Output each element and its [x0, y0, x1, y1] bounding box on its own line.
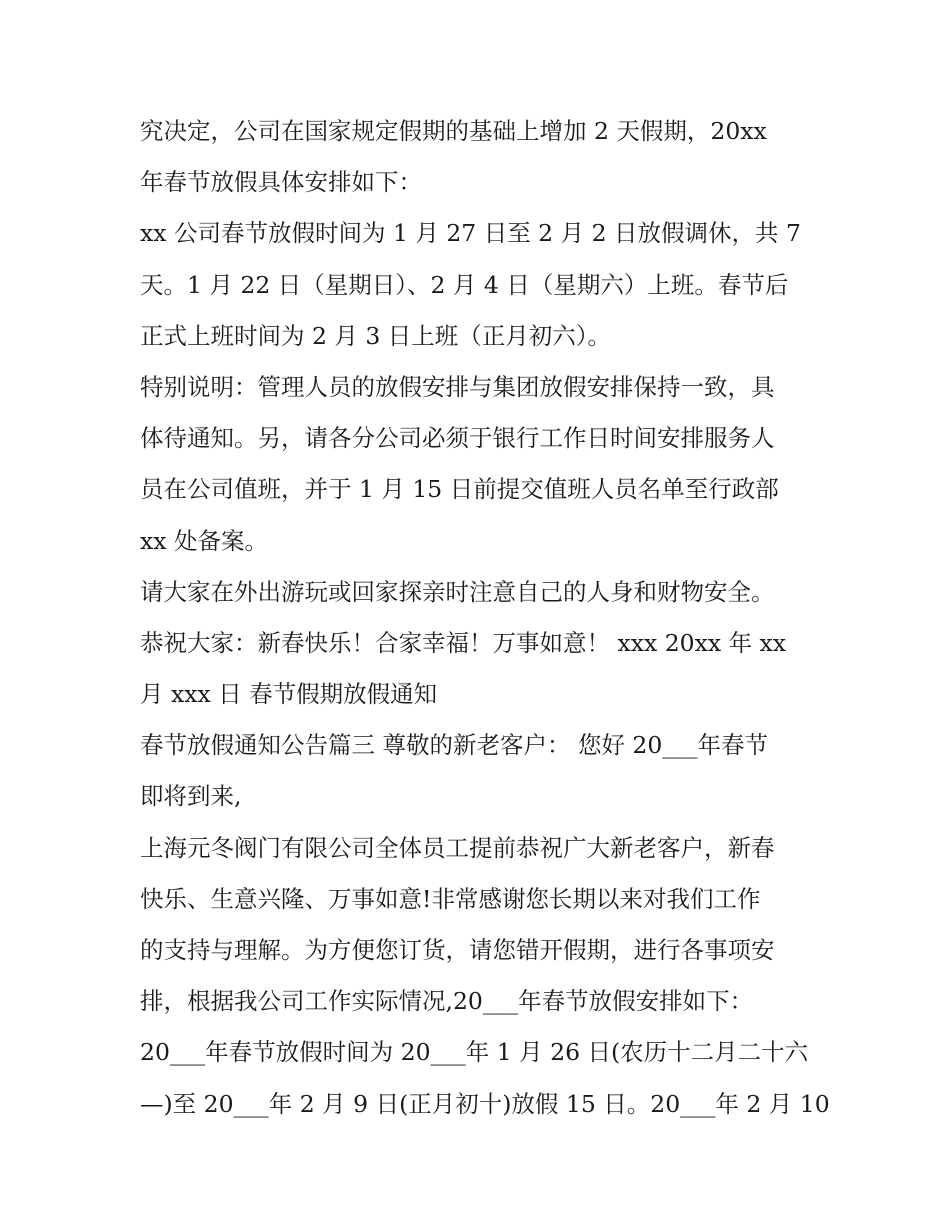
text-line-8: 员在公司值班，并于 1 月 15 日前提交值班人员名单至行政部 [140, 475, 779, 504]
text-line-10: 请大家在外出游玩或回家探亲时注意自己的人身和财物安全。 [140, 577, 775, 606]
text-line-11: 恭祝大家：新春快乐！合家幸福！万事如意！ xxx 20xx 年 xx [140, 628, 787, 657]
text-line-13: 春节放假通知公告篇三 尊敬的新老客户： 您好 20___年春节 [140, 731, 769, 760]
text-line-15: 上海元冬阀门有限公司全体员工提前恭祝广大新老客户，新春 [140, 833, 775, 862]
text-line-19: 20___年春节放假时间为 20___年 1 月 26 日(农历十二月二十六 [140, 1038, 809, 1067]
text-line-6: 特别说明：管理人员的放假安排与集团放假安排保持一致，具 [140, 372, 775, 401]
text-line-16: 快乐、生意兴隆、万事如意!非常感谢您长期以来对我们工作 [140, 884, 761, 913]
text-line-7: 体待通知。另，请各分公司必须于银行工作日时间安排服务人 [140, 424, 775, 453]
text-line-2: 年春节放假具体安排如下： [140, 168, 422, 197]
text-line-17: 的支持与理解。为方便您订货，请您错开假期，进行各事项安 [140, 936, 775, 964]
text-line-9: xx 处备案。 [140, 526, 268, 555]
text-line-4: 天。1 月 22 日（星期日）、2 月 4 日（星期六）上班。春节后 [140, 270, 789, 299]
text-line-20: —)至 20___年 2 月 9 日(正月初十)放假 15 日。20___年 2 月 10 [140, 1089, 830, 1118]
text-line-18: 排，根据我公司工作实际情况,20___年春节放假安排如下： [140, 987, 754, 1016]
text-line-12: 月 xxx 日 春节假期放假通知 [140, 680, 438, 709]
text-line-3: xx 公司春节放假时间为 1 月 27 日至 2 月 2 日放假调休，共 7 [140, 219, 801, 248]
text-line-14: 即将到来, [140, 782, 242, 811]
document-body [140, 106, 830, 1130]
text-line-1: 究决定，公司在国家规定假期的基础上增加 2 天假期，20xx [140, 117, 767, 145]
text-line-5: 正式上班时间为 2 月 3 日上班（正月初六）。 [140, 321, 612, 350]
